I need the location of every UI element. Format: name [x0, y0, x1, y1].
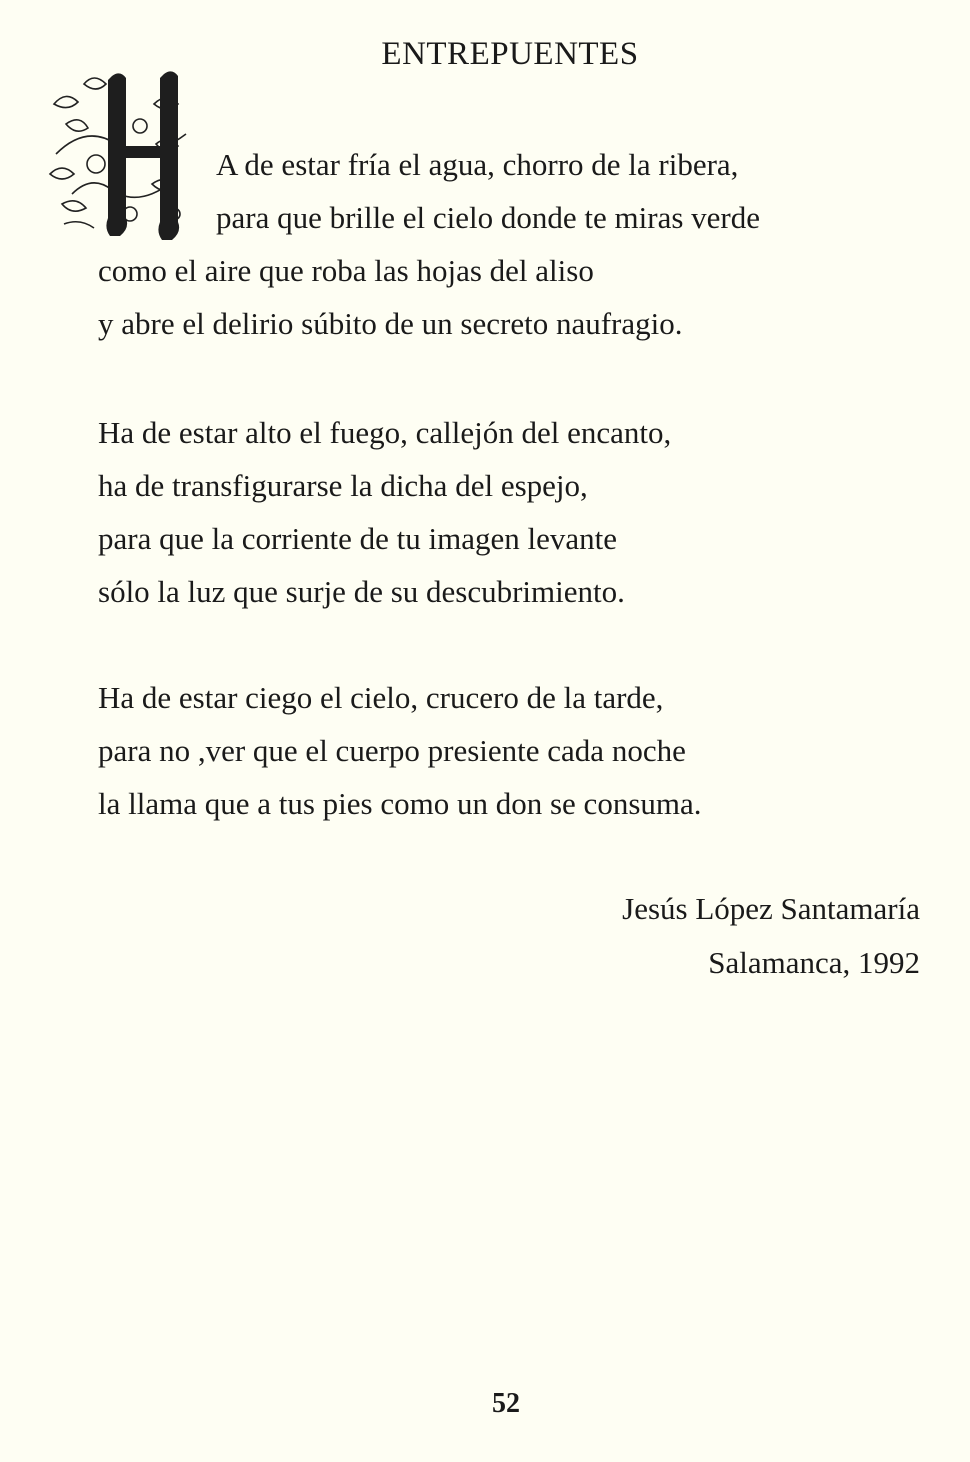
poem-line: para que brille el cielo donde te miras verde	[216, 200, 760, 235]
poem-line: Ha de estar ciego el cielo, crucero de la tarde,	[98, 680, 664, 715]
ornamental-initial-icon	[44, 64, 204, 244]
poem-line: y abre el delirio súbito de un secreto naufragio.	[98, 306, 683, 341]
poem-line: sólo la luz que surje de su descubrimiento.	[98, 574, 625, 609]
poem-line: la llama que a tus pies como un don se consuma.	[98, 786, 702, 821]
poem-title: ENTREPUENTES	[381, 36, 639, 72]
poem-line: A de estar fría el agua, chorro de la ribera,	[216, 147, 739, 182]
place-date: Salamanca, 1992	[708, 945, 920, 980]
poem-line: como el aire que roba las hojas del aliso	[98, 253, 594, 288]
poem-line: para no ,ver que el cuerpo presiente cada noche	[98, 733, 686, 768]
poem-line: ha de transfigurarse la dicha del espejo,	[98, 468, 588, 503]
page-number: 52	[492, 1388, 520, 1419]
author-name: Jesús López Santamaría	[622, 891, 920, 926]
poem-line: Ha de estar alto el fuego, callejón del encanto,	[98, 415, 672, 450]
poem-line: para que la corriente de tu imagen levante	[98, 521, 617, 556]
